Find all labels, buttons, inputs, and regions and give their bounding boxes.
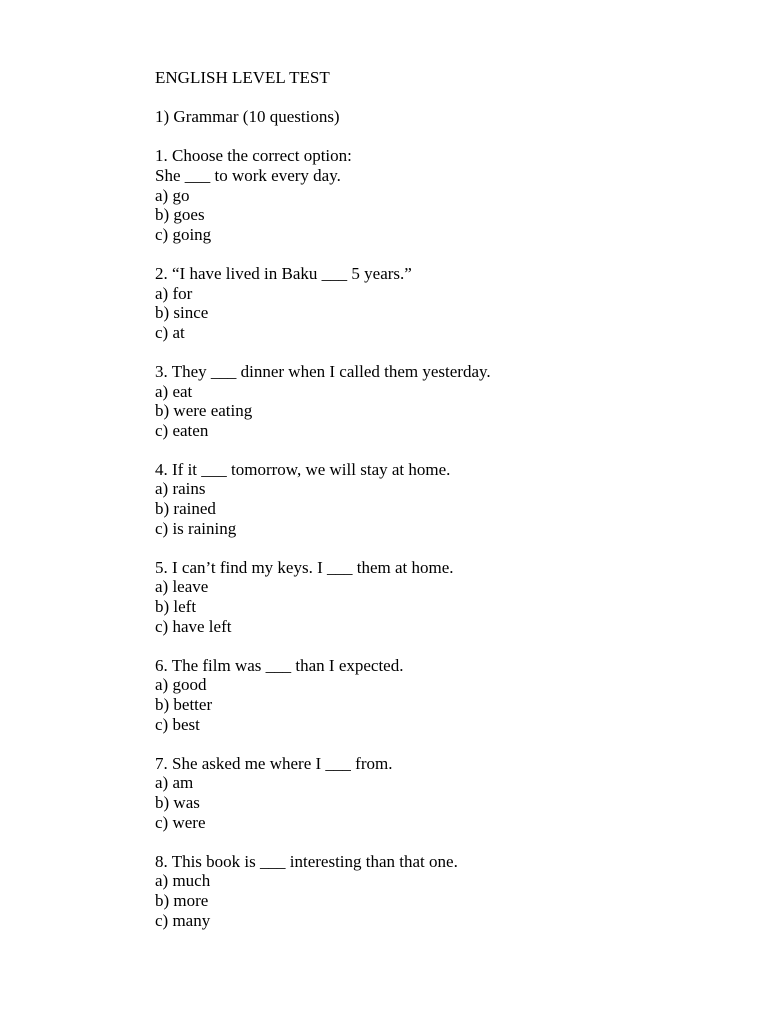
question-item	[155, 264, 715, 342]
question-prompt: 1. Choose the correct option:	[155, 146, 352, 166]
answer-option: b) was	[155, 792, 200, 812]
answer-option: b) since	[155, 303, 209, 323]
question-item	[155, 362, 715, 440]
answer-option: b) goes	[155, 205, 205, 225]
question-item	[155, 656, 715, 734]
answer-option: a) am	[155, 773, 194, 793]
answer-option: c) eaten	[155, 420, 209, 440]
answer-option: a) eat	[155, 381, 193, 401]
answer-option: a) rains	[155, 479, 206, 499]
answer-option: a) leave	[155, 577, 209, 597]
question-prompt: 2. “I have lived in Baku ___ 5 years.”	[155, 263, 412, 283]
answer-option: b) better	[155, 695, 213, 714]
question-prompt: 7. She asked me where I ___ from.	[155, 753, 393, 773]
question-sentence: She ___ to work every day.	[155, 165, 341, 185]
questions-list	[155, 146, 715, 930]
question-item	[155, 460, 715, 538]
question-item	[155, 852, 715, 930]
question-prompt: 5. I can’t find my keys. I ___ them at home.	[155, 557, 454, 577]
answer-option: a) much	[155, 871, 211, 891]
answer-option: c) is raining	[155, 518, 237, 538]
question-item	[155, 558, 715, 636]
answer-option: c) at	[155, 322, 185, 342]
question-prompt: 6. The film was ___ than I expected.	[155, 655, 404, 675]
document-title: ENGLISH LEVEL TEST	[155, 68, 330, 87]
answer-option: a) for	[155, 283, 193, 303]
answer-option: c) were	[155, 812, 206, 832]
document-title-block	[155, 68, 715, 88]
document-page	[155, 68, 715, 930]
question-item	[155, 754, 715, 832]
question-prompt: 3. They ___ dinner when I called them yesterday.	[155, 361, 491, 381]
answer-option: c) have left	[155, 616, 232, 636]
answer-option: c) best	[155, 714, 200, 734]
answer-option: c) many	[155, 910, 211, 930]
section-heading-block	[155, 107, 715, 127]
answer-option: b) rained	[155, 499, 216, 519]
question-item	[155, 146, 715, 244]
answer-option: c) going	[155, 224, 212, 244]
question-prompt: 8. This book is ___ interesting than that one.	[155, 851, 458, 871]
answer-option: a) go	[155, 185, 190, 205]
answer-option: b) left	[155, 597, 197, 617]
answer-option: b) were eating	[155, 401, 253, 421]
answer-option: b) more	[155, 890, 209, 910]
answer-option: a) good	[155, 675, 207, 695]
question-prompt: 4. If it ___ tomorrow, we will stay at home.	[155, 459, 451, 479]
section-heading: 1) Grammar (10 questions)	[155, 107, 340, 127]
